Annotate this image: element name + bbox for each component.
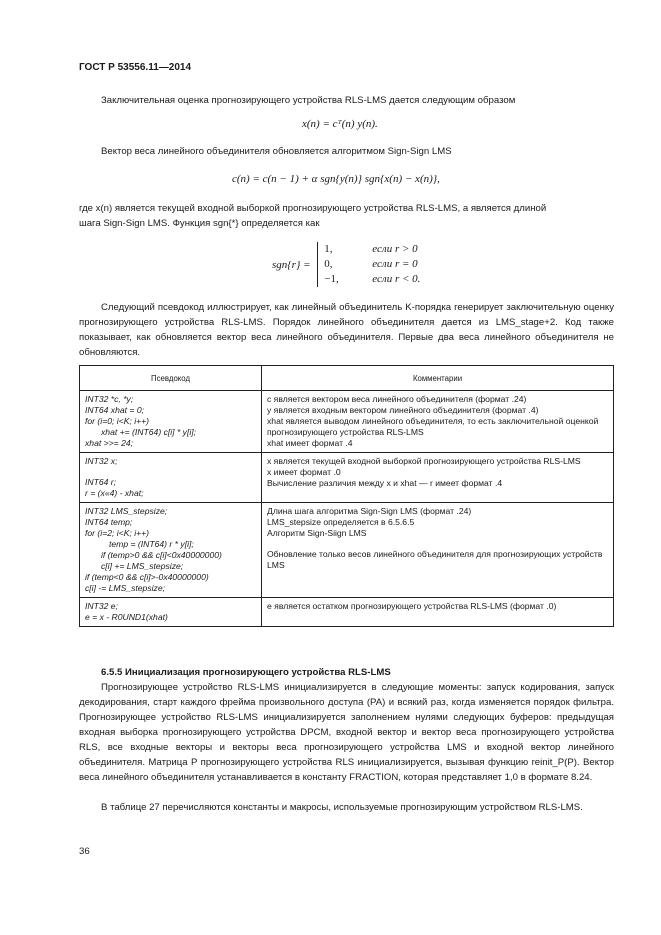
comments-cell: Длина шага алгоритма Sign-Sign LMS (формат .24) LMS_stepsize определяется в 6.5.6.5 Алгоритм Sign-Siign LMS Обновление только весов линейного объединителя для прогнозирующих устройств LMS <box>262 503 614 598</box>
final-estimate-text: Заключительная оценка прогнозирующего устройства RLS-LMS дается следующим образом <box>101 95 516 106</box>
sgn-cases <box>317 242 420 287</box>
formula-final-estimate: x(n) = cᵀ(n) y(n). <box>302 118 378 130</box>
page-number: 36 <box>79 846 90 857</box>
sgn-definition <box>272 242 420 287</box>
section-title: 6.5.5 Инициализация прогнозирующего устройства RLS-LMS <box>101 667 391 678</box>
weight-vector-text: Вектор веса линейного объединителя обновляется алгоритмом Sign-Sign LMS <box>101 146 452 157</box>
table-header-row <box>80 366 614 391</box>
pseudocode-table <box>79 365 614 627</box>
table-row <box>80 503 614 598</box>
table-header-comments: Комментарии <box>262 366 614 391</box>
document-header: ГОСТ Р 53556.11—2014 <box>79 62 192 73</box>
where-text-line1: где x(n) является текущей входной выборкой прогнозирующего устройства RLS-LMS, a является длиной <box>79 203 547 214</box>
sgn-case-negative: −1, если r < 0. <box>324 273 421 285</box>
table-row <box>80 598 614 627</box>
pseudocode-paragraph: Следующий псевдокод иллюстрирует, как линейный объединитель K-порядка генерирует заключительную оценку прогнозирующего устройства RLS-LMS. Порядок линейного объединителя дается из LMS_stage+2. Код также показывает, как обновляется вектор веса линейного объединителя. Первые два веса линейного объединителя не обновляются. <box>79 302 614 358</box>
code-cell: INT32 *c, *y; INT64 xhat = 0; for (i=0; i<K; i++) xhat += (INT64) c[i] * y[i]; xhat >>= 24; <box>80 391 262 453</box>
sgn-case-zero: 0, если r = 0 <box>324 258 418 270</box>
section-paragraph-1: Прогнозирующее устройство RLS-LMS инициализируется в следующие моменты: запуск кодирования, запуск декодирования, старт каждого фрейма произвольного доступа (PA) и всякий раз, когда изменяется порядок фильтра. Прогнозирующее устройство RLS-LMS инициализируется заполнением нулями следующих буферов: предыдущая входная выборка прогнозирующего устройства DPCM, входной вектор и вектор веса прогнозирующего устройства RLS, все входные векторы и векторы веса прогнозирующего устройства LMS и входной вектор линейного объединителя. Матрица P прогнозирующего устройства RLS инициализируется, вызывая функцию reinit_P(P). Вектор веса линейного объединителя устанавливается в константу FRACTION, которая представляет 1,0 в формате 8.24. <box>79 682 614 783</box>
comments-cell: x является текущей входной выборкой прогнозирующего устройства RLS-LMS x имеет формат .0 Вычисление различия между x и xhat — r имеет формат .4 <box>262 453 614 503</box>
table-row <box>80 453 614 503</box>
code-cell: INT32 x; INT64 r; r = (x«4) - xhat; <box>80 453 262 503</box>
formula-sign-sign-lms: c(n) = c(n − 1) + α sgn{y(n)} sgn{x(n) − x(n)}, <box>232 173 440 185</box>
code-cell: INT32 LMS_stepsize; INT64 temp; for (i=2; i<K; i++) temp = (INT64) r * y[i]; if (temp>0 && c[i]<0x40000000) c[i] += LMS_stepsize; if (temp<0 && c[i]>-0x40000000) c[i] -= LMS_stepsize; <box>80 503 262 598</box>
comments-cell: e является остатком прогнозирующего устройства RLS-LMS (формат .0) <box>262 598 614 627</box>
table-header-code: Псевдокод <box>80 366 262 391</box>
section-paragraph-2: В таблице 27 перечисляются константы и макросы, используемые прогнозирующим устройством RLS-LMS. <box>101 802 583 813</box>
sgn-label: sgn{r} = <box>272 258 311 271</box>
code-cell: INT32 e; e = x - R0UND1(xhat) <box>80 598 262 627</box>
table-row <box>80 391 614 453</box>
where-text-line2: шага Sign-Sign LMS. Функция sgn{*} определяется как <box>79 218 320 229</box>
sgn-case-positive: 1, если r > 0 <box>324 243 418 255</box>
comments-cell: c является вектором веса линейного объединителя (формат .24) y является входным вектором линейного объединителя (формат .4) xhat является выводом линейного объединителя, то есть заключительной оценкой прогнозирующего устройства RLS-LMS xhat имеет формат .4 <box>262 391 614 453</box>
